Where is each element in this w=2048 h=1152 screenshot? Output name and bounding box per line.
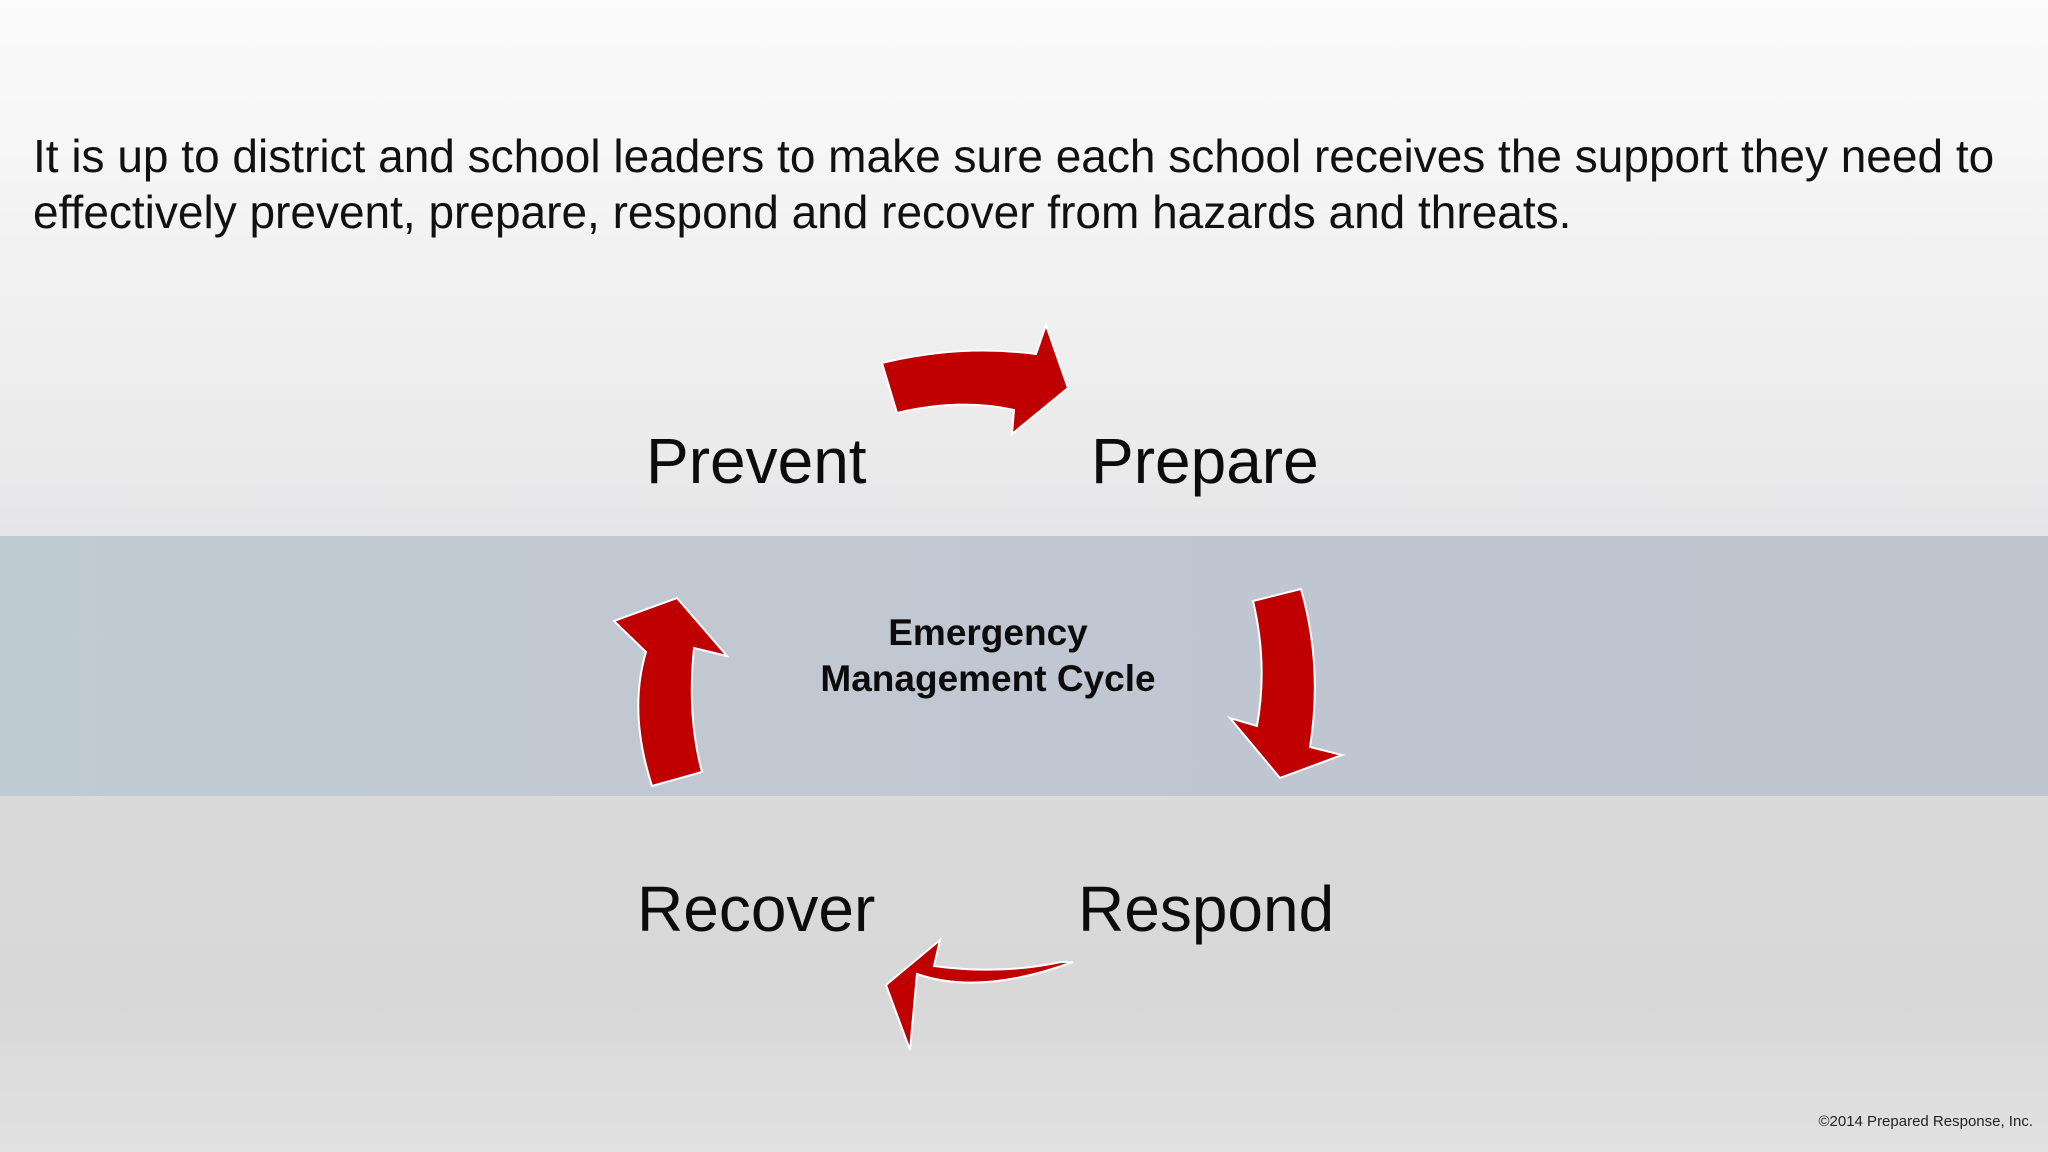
stage-prevent: Prevent <box>646 425 867 497</box>
intro-text: It is up to district and school leaders to make sure each school receives the support they need to effectively prevent, prepare, respond and recover from hazards and threats. <box>33 130 1995 238</box>
cycle-title <box>790 610 1186 702</box>
arrow-prepare-to-respond-icon <box>1230 589 1342 778</box>
copyright-notice: ©2014 Prepared Response, Inc. <box>1818 1113 2033 1130</box>
cycle-title-line1: Emergency <box>888 612 1088 653</box>
arrow-prevent-to-prepare-icon <box>882 325 1068 434</box>
stage-prepare: Prepare <box>1091 425 1319 497</box>
stage-respond: Respond <box>1078 873 1335 945</box>
arrow-respond-to-recover-icon <box>886 940 1073 1050</box>
cycle-title-line2: Management Cycle <box>820 658 1156 699</box>
stage-recover: Recover <box>637 873 876 945</box>
arrow-recover-to-prevent-icon <box>614 598 727 786</box>
